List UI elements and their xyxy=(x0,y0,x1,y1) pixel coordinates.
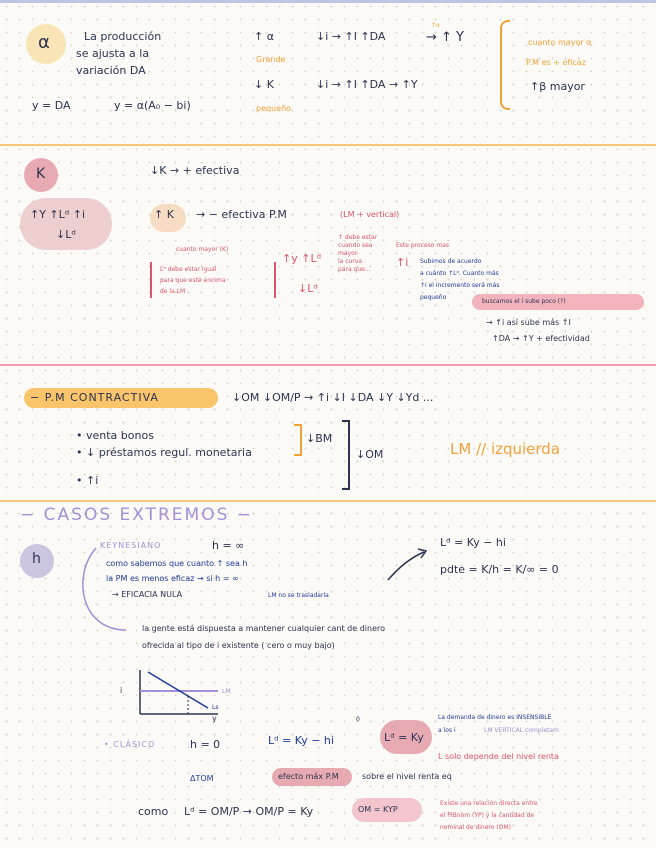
clasico-label xyxy=(104,740,155,749)
s1-text-1: La producción xyxy=(84,30,162,43)
pequeno-label: pequeño xyxy=(256,104,292,113)
s2-line-2-rest: → − efectiva P.M xyxy=(196,208,287,221)
h-zero: h = 0 xyxy=(190,738,221,751)
keynes-arrow-head xyxy=(418,549,426,558)
graph-lm-label: LM xyxy=(222,688,231,695)
s2-line-1: ↓K → + efectiva xyxy=(150,164,240,177)
demanda-line-1: La demanda de dinero es INSENSIBLE xyxy=(438,714,552,721)
pdte-equation: pdte = K/h = K/∞ = 0 xyxy=(440,563,559,576)
right-note-2: a cuánto ↑Lᵈ. Cuanto más xyxy=(420,270,499,277)
box-text-2: para que esté encima xyxy=(160,277,226,284)
right-note-4: pequeño xyxy=(420,294,447,301)
right-note-5: → ↑i así sube más ↑I xyxy=(486,318,571,327)
pill-text: buscamos el i sube poco (?) xyxy=(482,298,566,305)
proceso-note: Este proceso mas xyxy=(396,242,450,249)
k-bubble xyxy=(20,198,112,250)
tiny-note-1: ↑ debe estar xyxy=(338,234,378,241)
ld-ky: Lᵈ = Ky xyxy=(384,731,424,744)
demanda-line-2: a los i xyxy=(438,727,456,734)
h-symbol: h xyxy=(32,551,41,567)
contractiva-title: − P.M CONTRACTIVA xyxy=(30,391,159,404)
small-cuanto-mayor: cuanto mayor (K) xyxy=(176,246,229,253)
bullet-2-text: ↓ préstamos regul. monetaria xyxy=(86,446,252,459)
sobre-text: sobre el nivel renta eq xyxy=(362,772,452,781)
ld-classic: Lᵈ = Ky − hi xyxy=(268,734,334,747)
right-note-1: Subimos de acuerdo xyxy=(420,258,482,265)
delta-om: ΔTOM xyxy=(190,774,214,783)
keynes-label: KEYNESIANO xyxy=(100,541,162,550)
bullet-3 xyxy=(76,474,98,487)
existe-line-2: el PIBnom (YP) y la cantidad de xyxy=(440,812,535,819)
h-infinity: h = ∞ xyxy=(212,539,245,552)
clasico-text: CLÁSICO xyxy=(113,740,156,749)
tiny-note-5: para que... xyxy=(338,266,371,273)
k-bubble-line-2: ↓Lᵈ xyxy=(56,228,76,241)
people-line-2: ofrecida al tipo de i existente ( cero o muy bajo) xyxy=(142,641,335,650)
chain1-body: ↓i → ↑I ↑DA xyxy=(316,30,386,43)
top-rule xyxy=(0,0,656,3)
bullet-1-text: venta bonos xyxy=(86,429,154,442)
lm-izquierda: LM // izquierda xyxy=(450,440,561,458)
k-symbol: K xyxy=(36,166,46,182)
ay-ld: ↑y ↑Lᵈ xyxy=(282,252,322,265)
keynes-arrow-path xyxy=(388,552,424,580)
k-bubble-line-1: ↑Y ↑Lᵈ ↑i xyxy=(30,208,86,221)
right-note-3: ↑i el incremento será más xyxy=(420,282,500,289)
bullet-1 xyxy=(76,429,154,442)
s2-line-2-k: ↑ K xyxy=(154,208,174,221)
chain2-k: ↓ K xyxy=(254,78,274,91)
bullet-3-text: ↑i xyxy=(86,474,99,487)
right-note-6: ↑DA → ↑Y + efectividad xyxy=(492,334,590,343)
casos-title: − CASOS EXTREMOS − xyxy=(20,505,254,525)
chain1-end: → ↑ Y xyxy=(426,30,464,45)
s1-text-3: variación DA xyxy=(76,64,146,77)
bullet-dot: • xyxy=(76,429,86,442)
down-ld: ↓Lᵈ xyxy=(298,282,318,295)
s1-brace xyxy=(500,20,510,110)
bullet-2 xyxy=(76,446,252,459)
clasico-bullet: • xyxy=(104,740,114,749)
up-i: ↑i xyxy=(396,256,409,269)
depende-line: L solo depende del nivel renta xyxy=(438,752,559,761)
om-label: ↓OM xyxy=(356,448,384,461)
keynes-line-3b: LM no se trasladaría xyxy=(268,592,329,599)
box-text-3: de la LM xyxy=(160,288,186,295)
section-divider-2 xyxy=(0,364,656,366)
tiny-note-4: la curva xyxy=(338,258,363,265)
existe-line-3: nominal de dinero (OM) xyxy=(440,824,511,831)
s2-line-2-note: (LM + vertical) xyxy=(340,210,400,219)
section-divider-3 xyxy=(0,500,656,502)
tiny-note-3: mayor xyxy=(338,250,358,257)
keynes-line-1: como sabemos que cuanto ↑ sea h xyxy=(106,559,248,568)
note-pm-eficaz: P.M es + eficaz xyxy=(526,58,586,67)
bullet-dot: • xyxy=(76,446,86,459)
bm-label: ↓BM xyxy=(306,432,333,445)
graph-i-label: i xyxy=(120,686,123,695)
keynes-line-2: la PM es menos eficaz → si h = ∞ xyxy=(106,574,239,583)
s1-text-2: se ajusta a la xyxy=(76,47,150,60)
contractiva-chain: ↓OM ↓OM/P → ↑i ↓I ↓DA ↓Y ↓Yd ... xyxy=(232,391,434,404)
chain2-body: ↓i → ↑I ↑DA → ↑Y xyxy=(316,78,418,91)
box-text-1: Lᵈ debe estar igual xyxy=(160,266,217,273)
existe-line-1: Existe una relación directa entre xyxy=(440,800,538,807)
orange-bracket xyxy=(294,424,302,456)
chain1-alpha: ↑ α xyxy=(254,30,274,43)
efecto-text: efecto máx P.M xyxy=(278,772,339,781)
people-line-1: la gente está dispuesta a mantener cualquier cant de dinero xyxy=(142,624,386,633)
zero-mark: 0 xyxy=(356,716,360,723)
section-divider-1 xyxy=(0,144,656,146)
eq-y-da: y = DA xyxy=(32,99,71,112)
graph-ls-label: Ls xyxy=(212,704,219,711)
note-cuanto-mayor: cuanto mayor α xyxy=(528,38,592,47)
chain1-arrow-label: ↑α xyxy=(431,22,440,29)
om-ky: OM = KYP xyxy=(358,805,398,814)
demanda-line-2b: LM VERTICAL completam xyxy=(484,727,559,734)
keynes-line-3: → EFICACIA NULA xyxy=(112,590,183,599)
alpha-symbol: α xyxy=(38,32,50,53)
como-label: como xyxy=(138,805,169,818)
ink-bracket xyxy=(342,420,350,490)
bullet-dot: • xyxy=(76,474,86,487)
como-equation: Lᵈ = OM/P → OM/P = Ky xyxy=(184,805,314,818)
note-beta-mayor: ↑β mayor xyxy=(530,80,585,93)
graph-y-label: y xyxy=(212,714,217,723)
eq-y-alpha: y = α(A₀ − bi) xyxy=(114,99,191,112)
grande-label: Grande xyxy=(256,55,286,64)
ld-equation: Lᵈ = Ky − hi xyxy=(440,536,506,549)
tiny-note-2: cuando sea xyxy=(338,242,373,249)
